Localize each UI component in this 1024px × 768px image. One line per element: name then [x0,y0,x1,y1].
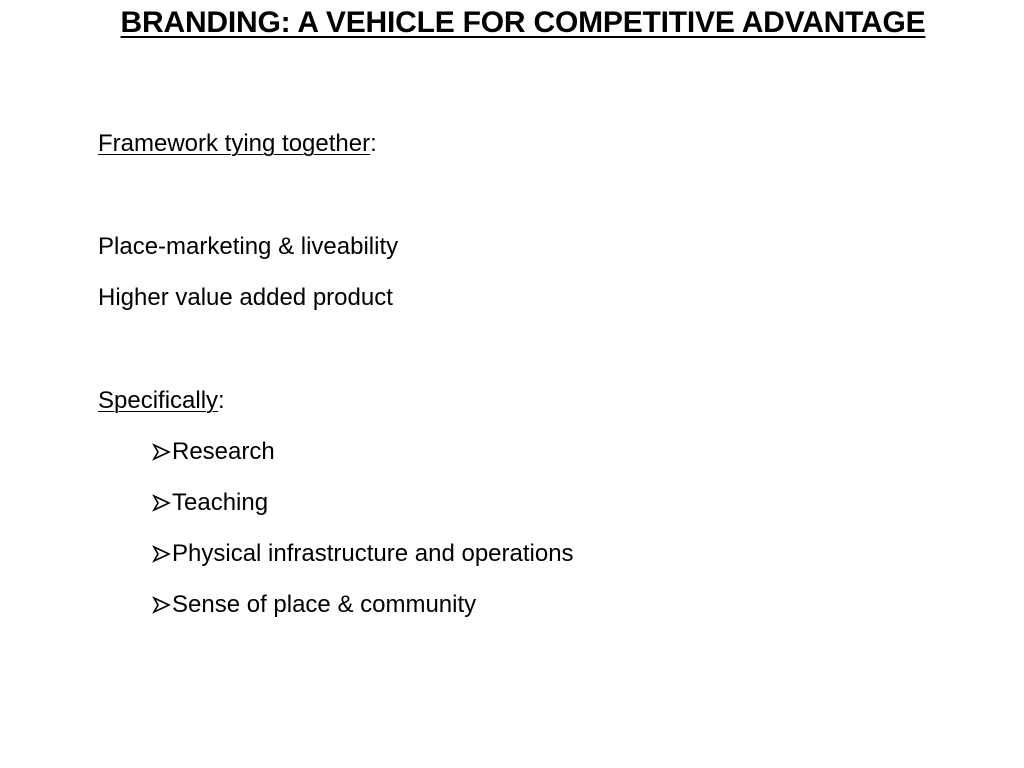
bullet-item-research [151,437,275,467]
bullet-item-infrastructure [151,539,574,569]
arrowhead-bullet-icon [151,595,171,615]
specifically-heading: Specifically [98,387,219,414]
bullet-label: Teaching [172,489,269,516]
framework-heading-line [98,129,377,159]
bullet-item-sense-of-place [151,590,476,620]
arrowhead-bullet-icon [151,442,171,462]
point-place-marketing: Place-marketing & liveability [98,233,399,260]
bullet-label: Physical infrastructure and operations [172,540,574,567]
specifically-heading-line [98,386,225,416]
bullet-label: Sense of place & community [172,591,477,618]
framework-colon: : [370,130,377,157]
arrowhead-bullet-icon [151,493,171,513]
bullet-item-teaching [151,488,268,518]
slide-title: BRANDING: A VEHICLE FOR COMPETITIVE ADVANTAGE [120,6,926,39]
framework-heading: Framework tying together [98,130,371,157]
bullet-label: Research [172,438,275,465]
arrowhead-bullet-icon [151,544,171,564]
point-higher-value: Higher value added product [98,284,393,311]
specifically-colon: : [218,387,225,414]
